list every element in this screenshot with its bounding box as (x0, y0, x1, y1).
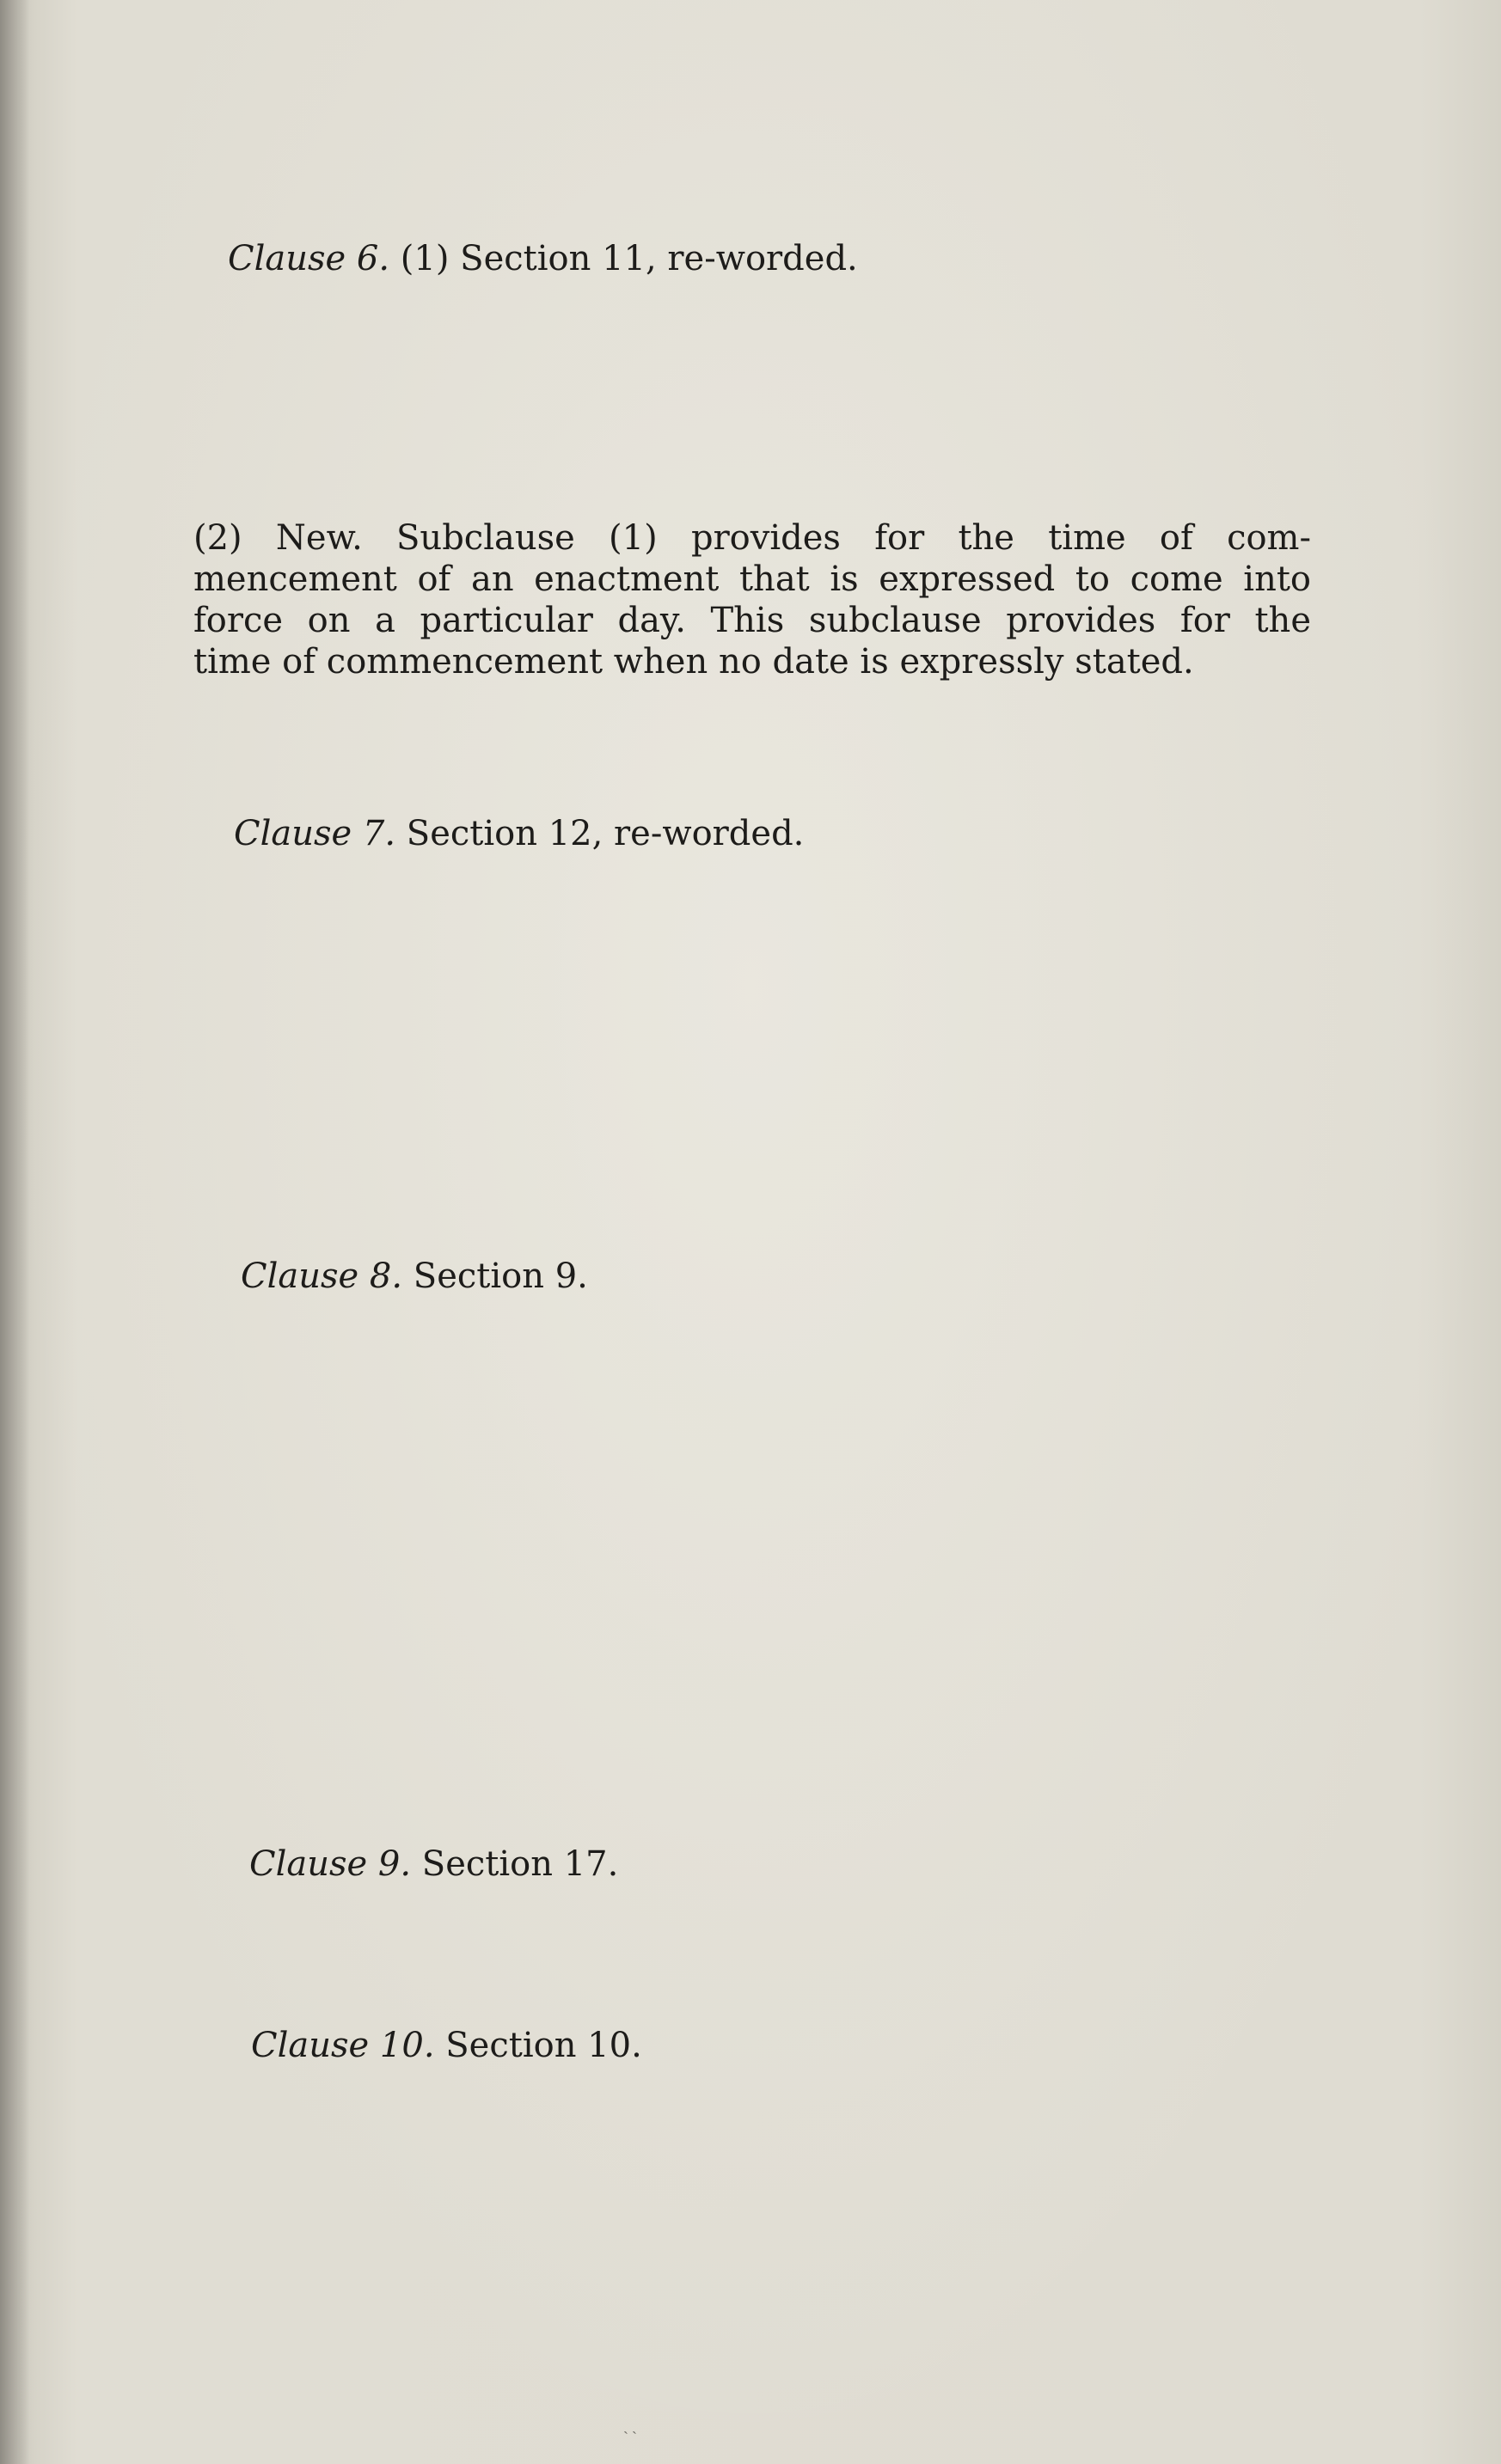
clause-6-text: (1) Section 11, re-worded. (389, 239, 858, 278)
subclause-line-4: time of commencement when no date is expressly stated. (193, 642, 1194, 682)
page-binding-edge (0, 0, 29, 2464)
clause-6-subclause-2 (193, 517, 1311, 682)
clause-6-note (228, 238, 858, 279)
clause-10-note (251, 2025, 642, 2066)
ink-specks: ˎˎ (623, 2417, 640, 2435)
clause-9-note (249, 1843, 618, 1885)
clause-8-note (241, 1256, 588, 1297)
subclause-line-3: force on a particular day. This subclause provides for the (193, 601, 1311, 640)
clause-10-ref: Clause 10. (251, 2026, 435, 2065)
clause-9-text: Section 17. (411, 1844, 619, 1884)
clause-6-ref: Clause 6. (228, 239, 390, 278)
subclause-line-2: mencement of an enactment that is expressed to come into (193, 559, 1311, 599)
clause-10-text: Section 10. (434, 2026, 642, 2065)
clause-7-note (234, 813, 804, 854)
clause-8-text: Section 9. (402, 1256, 588, 1296)
clause-9-ref: Clause 9. (249, 1844, 412, 1884)
clause-8-ref: Clause 8. (241, 1256, 403, 1296)
subclause-line-1: (2) New. Subclause (1) provides for the time of com- (193, 518, 1311, 558)
clause-7-text: Section 12, re-worded. (395, 814, 805, 853)
clause-7-ref: Clause 7. (234, 814, 396, 853)
